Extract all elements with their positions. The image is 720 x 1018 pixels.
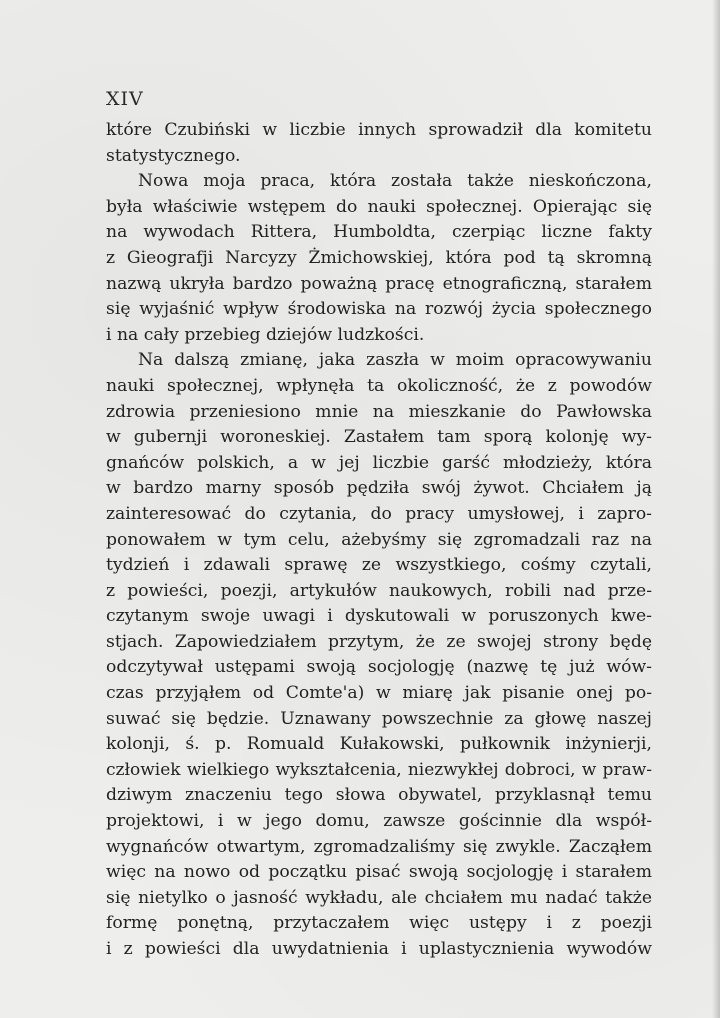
text-line: nazwą ukryła bardzo poważną pracę etnograficzną, starałem <box>106 273 652 294</box>
text-line: na wywodach Rittera, Humboldta, czerpiąc liczne fakty <box>106 222 652 243</box>
text-line: Nowa moja praca, która została także nieskończona, <box>138 171 652 192</box>
text-line: była właściwie wstępem do nauki społecznej. Opierając się <box>106 196 652 217</box>
text-line: wygnańców otwartym, zgromadzaliśmy się zwykle. Zacząłem <box>106 836 652 857</box>
page-edge-shadow <box>712 0 720 1018</box>
text-line: statystycznego. <box>106 145 241 166</box>
text-line: projektowi, i w jego domu, zawsze gościnnie dla współ- <box>106 811 652 832</box>
text-line: się nietylko o jasność wykładu, ale chciałem mu nadać także <box>106 887 652 908</box>
text-line: w gubernji woroneskiej. Zastałem tam sporą kolonję wy- <box>106 427 652 448</box>
text-line: z Gieografji Narcyzy Żmichowskiej, która pod tą skromną <box>106 247 652 268</box>
text-line: w bardzo marny sposób pędziła swój żywot. Chciałem ją <box>106 478 652 499</box>
body-text <box>106 118 652 963</box>
text-line: formę ponętną, przytaczałem więc ustępy i z poezji <box>106 913 652 934</box>
text-line: Na dalszą zmianę, jaka zaszła w moim opracowywaniu <box>138 350 652 371</box>
text-line: z powieści, poezji, artykułów naukowych, robili nad prze- <box>106 580 652 601</box>
text-line: kolonji, ś. p. Romuald Kułakowski, pułkownik inżynierji, <box>106 734 652 755</box>
text-line: ponowałem w tym celu, ażebyśmy się zgromadzali raz na <box>106 529 652 550</box>
text-line: suwać się będzie. Uznawany powszechnie za głowę naszej <box>106 708 652 729</box>
text-line: tydzień i zdawali sprawę ze wszystkiego, cośmy czytali, <box>106 555 652 576</box>
text-line: zainteresować do czytania, do pracy umysłowej, i zapro- <box>106 503 652 524</box>
text-line: i z powieści dla uwydatnienia i uplastycznienia wywodów <box>106 939 652 959</box>
text-line: i na cały przebieg dziejów ludzkości. <box>106 324 425 345</box>
text-line: które Czubiński w liczbie innych sprowadził dla komitetu <box>106 120 652 140</box>
text-line: gnańców polskich, a w jej liczbie garść młodzieży, która <box>106 452 652 473</box>
text-line: zdrowia przeniesiono mnie na mieszkanie do Pawłowska <box>106 401 652 422</box>
text-line: czytanym swoje uwagi i dyskutowali w poruszonych kwe- <box>106 606 652 627</box>
text-line: człowiek wielkiego wykształcenia, niezwykłej dobroci, w praw- <box>106 759 652 780</box>
text-line: więc na nowo od początku pisać swoją socjologję i starałem <box>106 862 652 883</box>
text-line: się wyjaśnić wpływ środowiska na rozwój życia społecznego <box>106 299 652 320</box>
text-line: czas przyjąłem od Comte'a) w miarę jak pisanie onej po- <box>106 683 652 704</box>
text-line: odczytywał ustępami swoją socjologję (nazwę tę już wów- <box>106 657 652 678</box>
text-line: stjach. Zapowiedziałem przytym, że ze swojej strony będę <box>106 631 652 652</box>
text-line: dziwym znaczeniu tego słowa obywatel, przyklasnął temu <box>106 785 652 806</box>
text-line: nauki społecznej, wpłynęła ta okoliczność, że z powodów <box>106 375 652 396</box>
page-number: XIV <box>106 88 144 110</box>
